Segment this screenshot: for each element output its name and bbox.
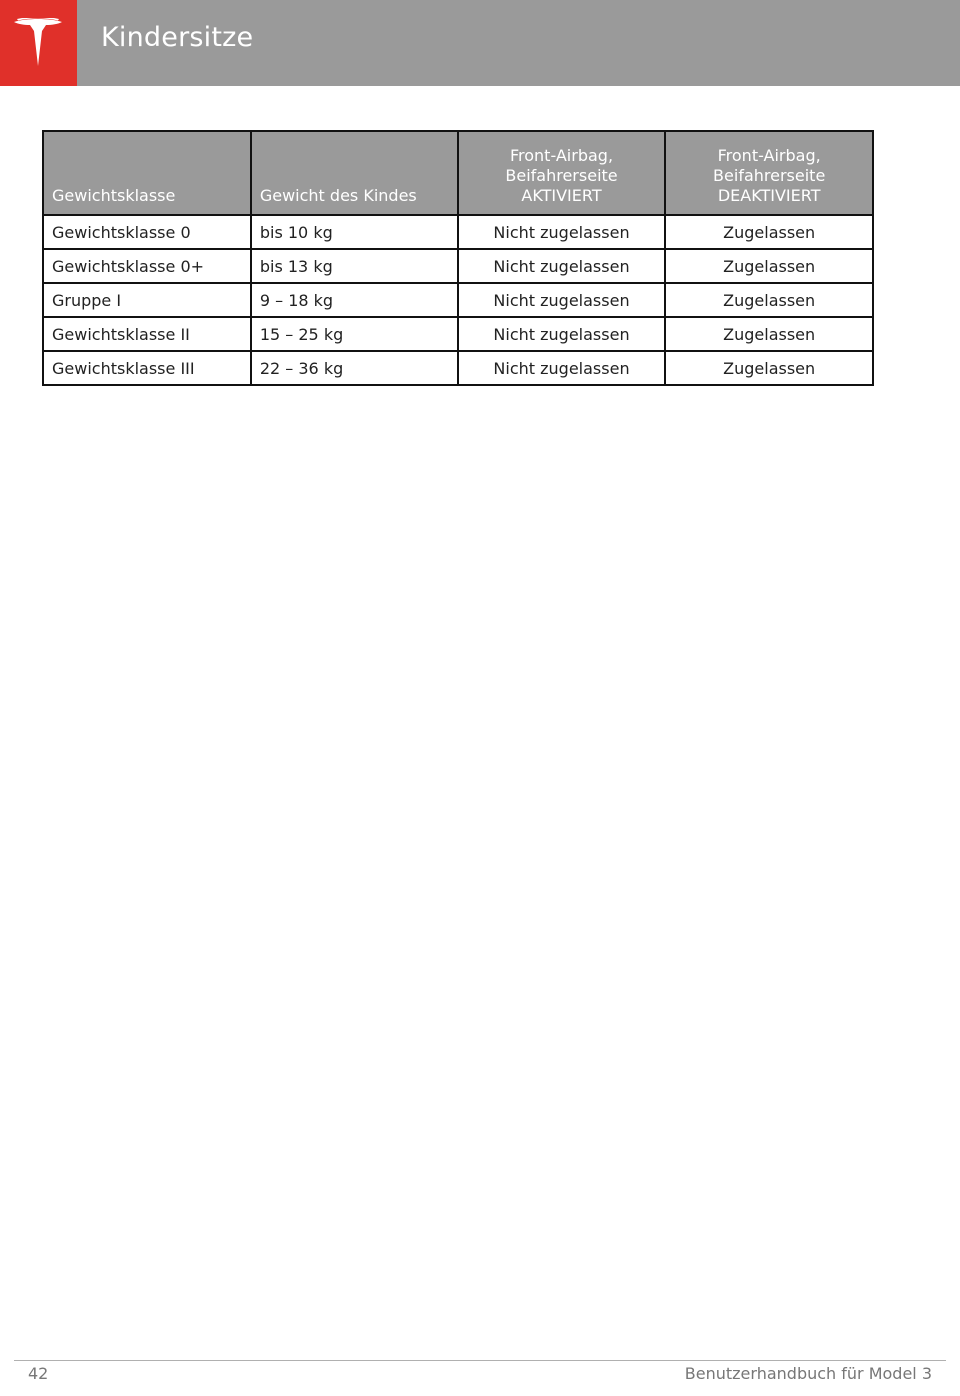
cell-airbag-enabled: Nicht zugelassen [458,317,666,351]
table-row [43,283,873,317]
cell-weight-class: Gewichtsklasse 0+ [43,249,251,283]
cell-airbag-disabled: Zugelassen [665,249,873,283]
cell-airbag-enabled: Nicht zugelassen [458,283,666,317]
page-title: Kindersitze [101,22,254,53]
column-header-weight-class: Gewichtsklasse [43,131,251,215]
cell-weight-class: Gruppe I [43,283,251,317]
footer-document-title: Benutzerhandbuch für Model 3 [684,1364,932,1383]
cell-airbag-disabled: Zugelassen [665,283,873,317]
table-row [43,249,873,283]
page-number: 42 [28,1364,49,1383]
column-header-airbag-enabled: Front-Airbag, Beifahrerseite AKTIVIERT [458,131,666,215]
table-row [43,351,873,385]
table-row [43,215,873,249]
cell-airbag-enabled: Nicht zugelassen [458,249,666,283]
cell-child-weight: bis 10 kg [251,215,458,249]
column-header-child-weight: Gewicht des Kindes [251,131,458,215]
table-row [43,317,873,351]
tesla-logo-icon [12,18,64,68]
cell-child-weight: 15 – 25 kg [251,317,458,351]
table-header-row [43,131,873,215]
cell-airbag-enabled: Nicht zugelassen [458,215,666,249]
cell-airbag-disabled: Zugelassen [665,215,873,249]
page-header [0,0,960,86]
cell-child-weight: bis 13 kg [251,249,458,283]
cell-weight-class: Gewichtsklasse 0 [43,215,251,249]
cell-child-weight: 22 – 36 kg [251,351,458,385]
cell-weight-class: Gewichtsklasse III [43,351,251,385]
cell-weight-class: Gewichtsklasse II [43,317,251,351]
column-header-airbag-disabled: Front-Airbag, Beifahrerseite DEAKTIVIERT [665,131,873,215]
cell-airbag-disabled: Zugelassen [665,351,873,385]
child-seat-table [42,130,874,386]
logo-container [0,0,77,86]
cell-child-weight: 9 – 18 kg [251,283,458,317]
cell-airbag-disabled: Zugelassen [665,317,873,351]
cell-airbag-enabled: Nicht zugelassen [458,351,666,385]
footer-divider [14,1360,946,1361]
